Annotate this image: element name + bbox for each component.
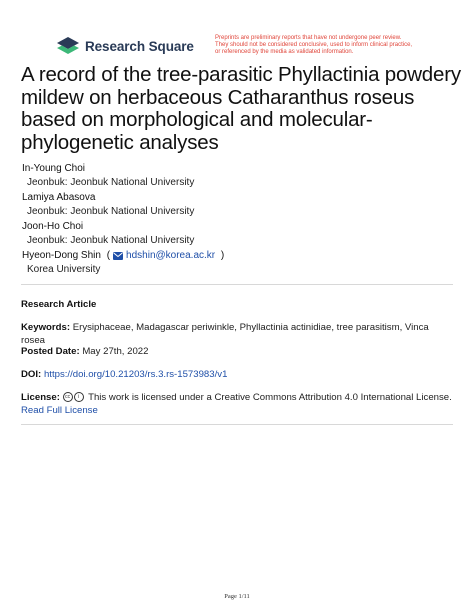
logo-text: Research Square — [85, 38, 194, 54]
email-paren-close: ) — [218, 250, 225, 261]
doi-row — [21, 368, 453, 381]
cc-icon: cc — [63, 392, 73, 402]
posted-date-row — [21, 345, 453, 358]
header — [0, 0, 474, 62]
license-text: This work is licensed under a Creative Commons Attribution 4.0 International License. — [88, 392, 452, 403]
disclaimer-line: or referenced by the media as validated information. — [215, 49, 354, 56]
license-label: License: — [21, 392, 60, 403]
license-row — [21, 391, 453, 417]
author-entry — [22, 220, 452, 247]
author-email: hdshin@korea.ac.kr — [126, 250, 216, 261]
disclaimer-line: They should not be considered conclusive, used to inform clinical practice, — [215, 42, 413, 49]
disclaimer-line: Preprints are preliminary reports that have not undergone peer review. — [215, 35, 402, 41]
paper-title: A record of the tree-parasitic Phyllactinia powdery mildew on herbaceous Catharanthus roseus based on morphological and molecular-phylogenetic analyses — [21, 63, 461, 154]
page-number: Page 1/11 — [224, 593, 250, 600]
envelope-icon — [113, 252, 123, 260]
read-full-license-link[interactable]: Read Full License — [21, 405, 98, 416]
article-type-row — [21, 298, 453, 311]
posted-date-value: May 27th, 2022 — [82, 346, 149, 357]
doi-label: DOI: — [21, 369, 42, 380]
author-name: Hyeon-Dong Shin — [22, 250, 101, 261]
keywords-value: Erysiphaceae, Madagascar periwinkle, Phyllactinia actinidiae, tree parasitism, Vinca rosea — [21, 322, 429, 346]
corresponding-author-line — [22, 249, 452, 263]
section-divider — [21, 424, 453, 425]
keywords-label: Keywords: — [21, 322, 71, 333]
author-name: Lamiya Abasova — [22, 192, 96, 203]
research-square-logo-icon — [57, 37, 79, 55]
author-list — [22, 162, 452, 278]
author-entry — [22, 191, 452, 218]
license-icons — [63, 392, 84, 402]
section-divider — [21, 284, 453, 285]
author-affiliation: Jeonbuk: Jeonbuk National University — [27, 234, 195, 246]
author-affiliation: Korea University — [27, 263, 101, 275]
posted-date-label: Posted Date: — [21, 346, 80, 357]
author-affiliation: Jeonbuk: Jeonbuk National University — [27, 205, 195, 217]
email-paren-open: ( — [103, 250, 111, 261]
research-square-logo[interactable] — [57, 37, 194, 55]
doi-link[interactable]: https://doi.org/10.21203/rs.3.rs-1573983/v1 — [43, 369, 228, 380]
keywords-row — [21, 321, 453, 347]
article-type: Research Article — [21, 299, 97, 310]
author-affiliation: Jeonbuk: Jeonbuk National University — [27, 176, 195, 188]
author-entry — [22, 249, 452, 276]
author-name: Joon-Ho Choi — [22, 221, 84, 232]
author-name: In-Young Choi — [22, 163, 86, 174]
author-email-link[interactable] — [113, 249, 215, 263]
author-entry — [22, 162, 452, 189]
preprint-disclaimer — [215, 35, 435, 57]
by-icon: i — [74, 392, 84, 402]
